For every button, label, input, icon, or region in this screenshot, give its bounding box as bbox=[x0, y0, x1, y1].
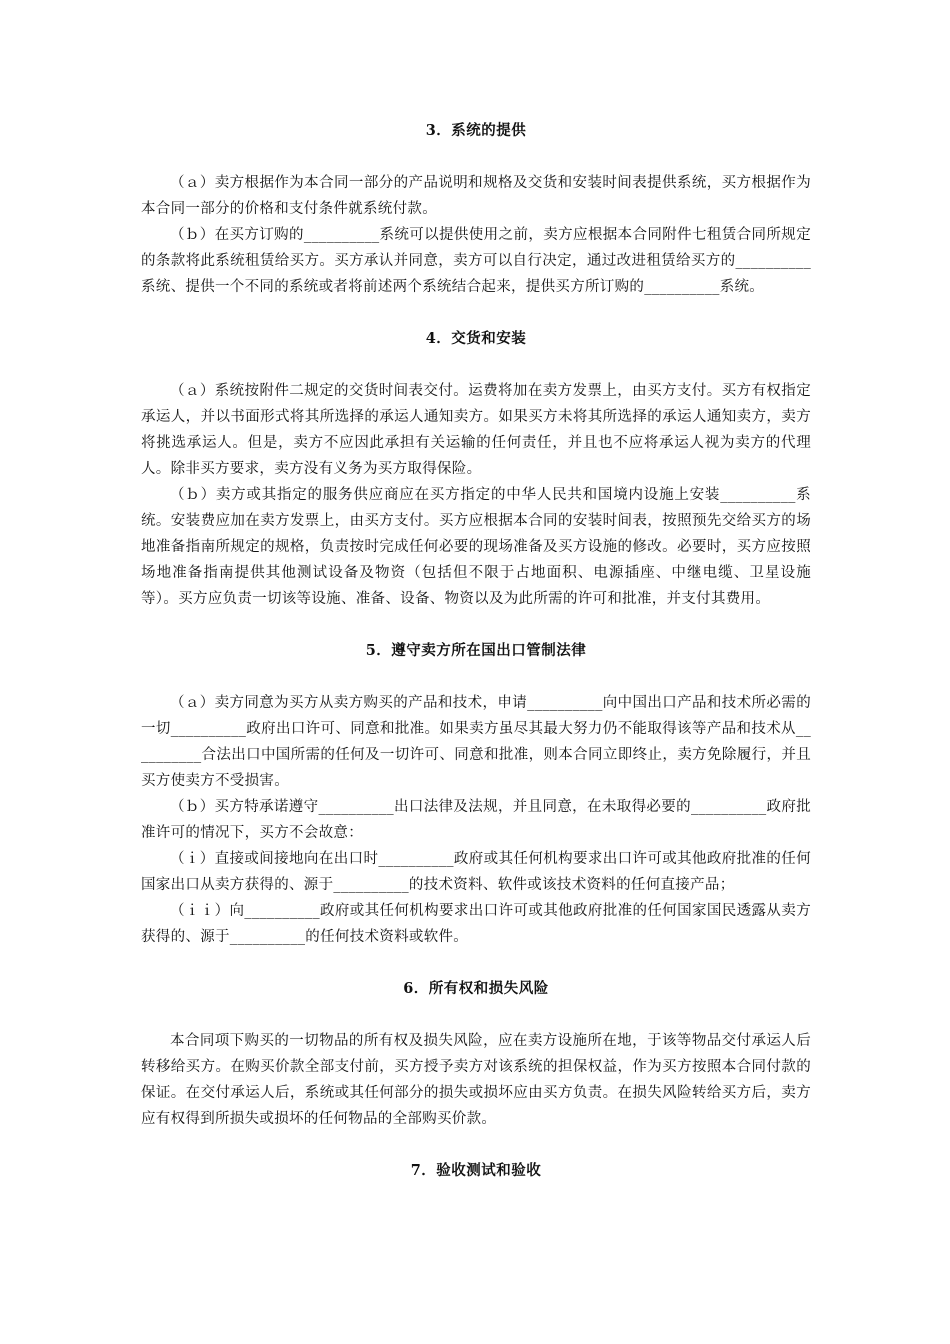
spacer bbox=[141, 950, 811, 976]
section-4-paragraph-a: （ａ）系统按附件二规定的交货时间表交付。运费将加在卖方发票上，由买方支付。买方有权指定承运人，并以书面形式将其所选择的承运人通知卖方。如果买方未将其所选择的承运人通知卖方，卖方将挑选承运人。但是，卖方不应因此承担有关运输的任何责任，并且也不应将承运人视为卖方的代理人。除非买方要求，卖方没有义务为买方取得保险。 bbox=[141, 383, 811, 477]
spacer bbox=[141, 300, 811, 326]
section-6-paragraph: 本合同项下购买的一切物品的所有权及损失风险，应在卖方设施所在地，于该等物品交付承运人后转移给买方。在购买价款全部支付前，买方授予卖方对该系统的担保权益，作为买方按照本合同付款的保证。在交付承运人后，系统或其任何部分的损失或损坏应由买方负责。在损失风险转给买方后，卖方应有权得到所损失或损坏的任何物品的全部购买价款。 bbox=[141, 1033, 811, 1127]
spacer bbox=[141, 352, 811, 378]
document-page bbox=[141, 118, 811, 1184]
section-5-paragraph-b: （ｂ）买方特承诺遵守__________出口法律及法规，并且同意，在未取得必要的__________政府批准许可的情况下，买方不会故意： bbox=[141, 799, 811, 841]
spacer bbox=[141, 664, 811, 690]
section-5-heading: 5．遵守卖方所在国出口管制法律 bbox=[365, 642, 587, 659]
section-3-paragraph-b: （ｂ）在买方订购的__________系统可以提供使用之前，卖方应根据本合同附件七租赁合同所规定的条款将此系统租赁给买方。买方承认并同意，卖方可以自行决定，通过改进租赁给买方的__________系统、提供一个不同的系统或者将前述两个系统结合起来，提供买方所订购的__________系统。 bbox=[141, 227, 811, 295]
section-5-paragraph-ii: （ｉｉ）向__________政府或其任何机构要求出口许可或其他政府批准的任何国家国民透露从卖方获得的、源于__________的任何技术资料或软件。 bbox=[141, 903, 811, 945]
section-4-paragraph-b: （ｂ）卖方或其指定的服务供应商应在买方指定的中华人民共和国境内设施上安装__________系统。安装费应加在卖方发票上，由买方支付。买方应根据本合同的安装时间表，按照预先交给买方的场地准备指南所规定的规格，负责按时完成任何必要的现场准备及买方设施的修改。必要时，买方应按照场地准备指南提供其他测试设备及物资（包括但不限于占地面积、电源插座、中继电缆、卫星设施等）。买方应负责一切该等设施、准备、设备、物资以及为此所需的许可和批准，并支付其费用。 bbox=[141, 487, 811, 607]
spacer bbox=[141, 1132, 811, 1158]
spacer bbox=[141, 144, 811, 170]
section-3-paragraph-a: （ａ）卖方根据作为本合同一部分的产品说明和规格及交货和安装时间表提供系统，买方根据作为本合同一部分的价格和支付条件就系统付款。 bbox=[141, 175, 811, 217]
section-6-heading: 6．所有权和损失风险 bbox=[403, 980, 549, 997]
section-5-paragraph-i: （ｉ）直接或间接地向在出口时__________政府或其任何机构要求出口许可或其他政府批准的任何国家出口从卖方获得的、源于__________的技术资料、软件或该技术资料的任何直接产品； bbox=[141, 851, 811, 893]
spacer bbox=[141, 1002, 811, 1028]
section-7-heading: 7．验收测试和验收 bbox=[410, 1162, 542, 1179]
spacer bbox=[141, 612, 811, 638]
section-4-heading: 4．交货和安装 bbox=[425, 330, 527, 347]
section-5-paragraph-a: （ａ）卖方同意为买方从卖方购买的产品和技术，申请__________向中国出口产品和技术所必需的一切__________政府出口许可、同意和批准。如果卖方虽尽其最大努力仍不能取得该等产品和技术从__________合法出口中国所需的任何及一切许可、同意和批准，则本合同立即终止，卖方免除履行，并且买方使卖方不受损害。 bbox=[141, 695, 811, 789]
section-3-heading: 3．系统的提供 bbox=[425, 122, 527, 139]
